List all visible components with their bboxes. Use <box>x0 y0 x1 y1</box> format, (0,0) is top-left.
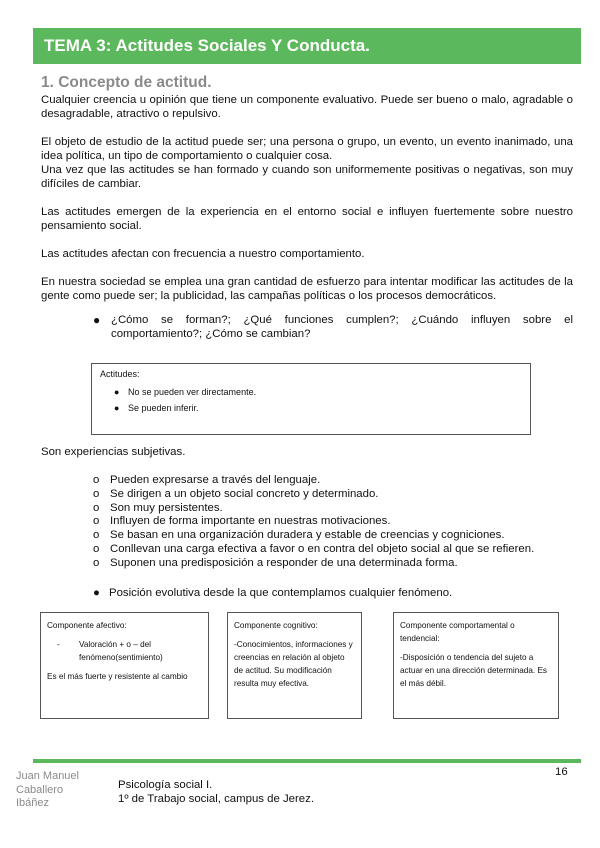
list-item-text: Son muy persistentes. <box>110 501 223 514</box>
characteristics-list <box>93 474 534 571</box>
section-heading: 1. Concepto de actitud. <box>41 74 212 91</box>
paragraph: Una vez que las actitudes se han formado y cuando son uniformemente positivas o negativas, son muy difíciles de cambiar. <box>41 164 573 190</box>
bullet-icon: ● <box>114 403 120 413</box>
bullet-icon: ● <box>93 313 101 327</box>
list-item-text: Se pueden inferir. <box>128 403 199 413</box>
dash-icon: - <box>57 640 60 649</box>
card-sub-item-text: Valoración + o – del fenómeno(sentimiento) <box>79 640 163 662</box>
list-item <box>93 488 534 502</box>
course-line: 1º de Trabajo social, campus de Jerez. <box>118 793 315 805</box>
course-line: Psicología social I. <box>118 779 213 791</box>
list-item <box>93 515 534 529</box>
list-item-text: Se basan en una organización duradera y estable de creencias y cogniciones. <box>110 529 505 542</box>
paragraph: Las actitudes afectan con frecuencia a nuestro comportamiento. <box>41 248 365 260</box>
list-item <box>114 403 522 413</box>
list-item <box>93 502 534 516</box>
list-item <box>93 474 534 488</box>
circle-bullet-icon: o <box>93 542 100 555</box>
circle-bullet-icon: o <box>93 474 100 486</box>
circle-bullet-icon: o <box>93 501 100 514</box>
card-body: Es el más fuerte y resistente al cambio <box>47 672 188 681</box>
position-bullet <box>93 587 452 599</box>
list-item-text: Conllevan una carga efectiva a favor o en contra del objeto social al que se refieren. <box>110 542 535 555</box>
circle-bullet-icon: o <box>93 487 100 500</box>
list-item <box>93 557 534 571</box>
card-title: Componente afectivo: <box>47 621 127 630</box>
card-title: Componente comportamental o tendencial: <box>400 621 515 643</box>
question-bullet <box>93 313 573 341</box>
affective-component-card <box>40 612 209 719</box>
list-item-text: Influyen de forma importante en nuestras motivaciones. <box>110 515 391 528</box>
list-item-text: Suponen una predisposición a responder de una determinada forma. <box>110 556 458 569</box>
circle-bullet-icon: o <box>93 515 100 528</box>
list-item <box>93 529 534 543</box>
bullet-icon: ● <box>114 387 120 397</box>
list-item <box>114 387 522 397</box>
question-text: ¿Cómo se forman?; ¿Qué funciones cumplen?; ¿Cuándo influyen sobre el comportamiento?; ¿Cómo se cambian? <box>111 314 573 340</box>
paragraph: En nuestra sociedad se emplea una gran cantidad de esfuerzo para intentar modificar las actitudes de la gente como puede ser; la publicidad, las campañas políticas o los procesos democráticos. <box>41 276 573 302</box>
attitudes-box <box>91 363 531 435</box>
bullet-icon: ● <box>93 587 100 599</box>
paragraph: Cualquier creencia u opinión que tiene un componente evaluativo. Puede ser bueno o malo, agradable o desagradable, atractivo o repulsivo. <box>41 94 573 120</box>
footer-course <box>118 778 314 806</box>
footer-divider <box>33 759 581 763</box>
list-item <box>93 543 534 557</box>
footer-author: Juan Manuel Caballero Ibáñez <box>16 770 79 809</box>
circle-bullet-icon: o <box>93 556 100 569</box>
subjective-label: Son experiencias subjetivas. <box>41 446 186 458</box>
card-body: -Disposición o tendencia del sujeto a actuar en una dirección determinada. Es el más débil. <box>400 653 548 688</box>
position-text: Posición evolutiva desde la que contemplamos cualquier fenómeno. <box>109 587 453 599</box>
card-title: Componente cognitivo: <box>234 621 318 630</box>
paragraph: Las actitudes emergen de la experiencia en el entorno social e influyen fuertemente sobre nuestro pensamiento social. <box>41 206 573 232</box>
main-content <box>41 73 573 341</box>
list-item-text: Se dirigen a un objeto social concreto y determinado. <box>110 487 379 500</box>
page-number: 16 <box>555 766 568 778</box>
list-item-text: No se pueden ver directamente. <box>128 387 257 397</box>
circle-bullet-icon: o <box>93 529 100 542</box>
paragraph: El objeto de estudio de la actitud puede ser; una persona o grupo, un evento, un evento inanimado, una idea política, un tipo de comportamiento o cualquier cosa. <box>41 136 573 162</box>
list-item-text: Pueden expresarse a través del lenguaje. <box>110 474 321 486</box>
behavioral-component-card <box>393 612 559 719</box>
page-title: TEMA 3: Actitudes Sociales Y Conducta. <box>33 28 581 64</box>
attitudes-box-title: Actitudes: <box>100 369 140 379</box>
card-body: -Conocimientos, informaciones y creencias en relación al objeto de actitud. Su modificación resulta muy efectiva. <box>234 640 353 688</box>
card-sub-item <box>57 638 202 664</box>
cognitive-component-card <box>227 612 362 719</box>
